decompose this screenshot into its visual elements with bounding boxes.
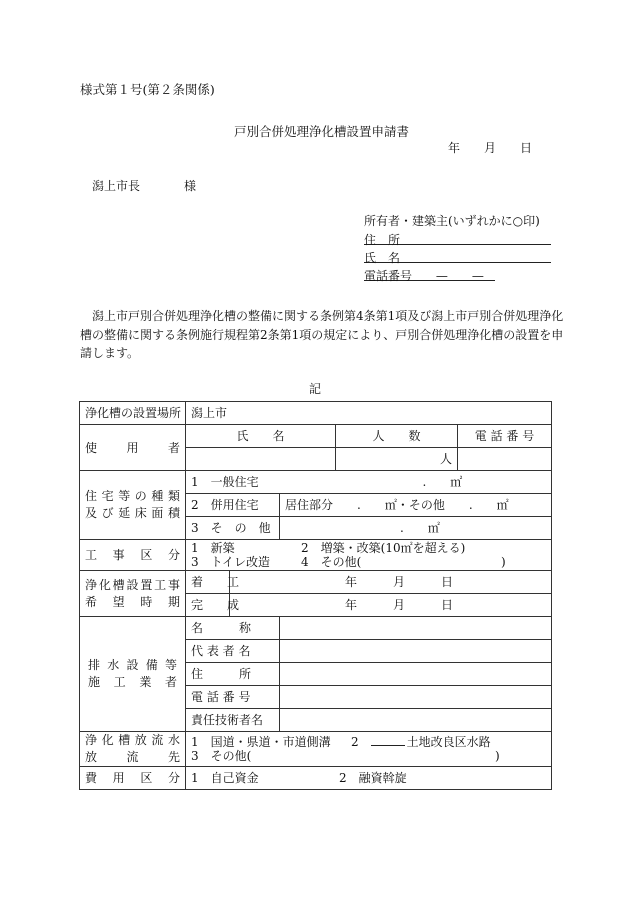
phone-dashes: — — [435,269,484,283]
contractor-address-label: 住 所 [186,663,280,686]
work-option-toilet[interactable]: 3 トイレ改造 [191,555,271,569]
contractor-rep-label: 代 表 者 名 [186,640,280,663]
user-people-unit: 人 [439,452,452,466]
user-people-input[interactable] [336,448,458,471]
user-phone-input[interactable] [458,448,552,471]
housing-label: 住 宅 等 の 種 類 及 び 延 床 面 積 [80,471,186,540]
user-label: 使 用 者 [80,425,186,471]
work-option-other-close: ) [501,555,506,569]
form-title: 戸別合併処理浄化槽設置申請書 [234,124,410,139]
body-line-3: 請します。 [80,346,140,360]
discharge-label: 浄 化 槽 放 流 水 放 流 先 [80,732,186,767]
cost-options[interactable] [186,767,552,790]
location-value[interactable]: 潟上市 [186,402,552,425]
cost-option-loan[interactable]: 2 融資斡旋 [339,771,407,785]
work-option-other[interactable]: 4 その他( [301,555,362,569]
contractor-address-input[interactable] [280,663,552,686]
contractor-phone-input[interactable] [280,686,552,709]
name-label: 氏 名 [364,251,401,265]
discharge-option-land[interactable]: 土地改良区水路 [406,735,491,749]
user-col-people: 人 数 [336,425,458,448]
cost-label: 費 用 区 分 [80,767,186,790]
housing-option-other-area[interactable]: . ㎡ [280,517,552,540]
form-number: 様式第１号(第２条関係) [80,82,215,97]
work-option-extension[interactable]: 2 増築・改築(10㎡を超える) [301,541,466,555]
schedule-finish-date[interactable]: 年 月 日 [230,594,552,617]
contractor-name-input[interactable] [280,617,552,640]
contractor-engineer-label: 責任技術者名 [186,709,280,732]
discharge-option-road[interactable]: 1 国道・県道・市道側溝 [191,735,331,749]
application-table [79,401,552,790]
ki-mark: 記 [309,382,322,396]
contractor-phone-label: 電 話 番 号 [186,686,280,709]
name-field[interactable] [364,249,551,263]
user-name-input[interactable] [186,448,336,471]
housing-option-general[interactable]: 1 一般住宅 . ㎡ [186,471,552,494]
housing-option-other[interactable]: 3 そ の 他 [186,517,280,540]
contractor-name-label: 名 称 [186,617,280,640]
schedule-label: 浄 化 槽 設 置 工 事 希 望 時 期 [80,571,186,617]
date-day-label: 日 [520,141,533,155]
address-label: 住 所 [364,233,401,247]
contractor-label: 排 水 設 備 等 施 工 業 者 [80,617,186,732]
schedule-finish-label: 完 成 [186,594,230,617]
body-line-2: 槽の整備に関する条例施行規程第2条第1項の規定により、戸別合併処理浄化槽の設置を申 [80,328,564,342]
user-col-phone: 電 話 番 号 [458,425,552,448]
applicant-heading: 所有者・建築主(いずれかに○印) [364,214,540,228]
location-label: 浄化槽の設置場所 [80,402,186,425]
contractor-engineer-input[interactable] [280,709,552,732]
schedule-start-label: 着 工 [186,571,230,594]
schedule-start-date[interactable]: 年 月 日 [230,571,552,594]
work-label: 工 事 区 分 [80,540,186,571]
address-field[interactable] [364,231,551,245]
user-col-name: 氏 名 [186,425,336,448]
work-option-new[interactable]: 1 新築 [191,541,235,555]
discharge-options[interactable] [186,732,552,767]
phone-field[interactable] [364,267,495,281]
addressee: 潟上市長 [92,179,141,193]
phone-label: 電話番号 [364,269,413,283]
housing-option-combined[interactable]: 2 併用住宅 [186,494,280,517]
housing-option-general-area: . ㎡ [422,475,463,489]
discharge-option-other[interactable]: 3 その他( [191,749,252,763]
date-year-label: 年 [448,141,461,155]
discharge-option-land-num: 2 [351,735,359,749]
contractor-rep-input[interactable] [280,640,552,663]
date-month-label: 月 [484,141,497,155]
discharge-option-other-close: ) [495,749,500,763]
body-line-1: 潟上市戸別合併処理浄化槽の整備に関する条例第4条第1項及び潟上市戸別合併処理浄化 [92,309,564,323]
housing-option-combined-detail[interactable]: 居住部分 . ㎡・その他 . ㎡ [280,494,552,517]
work-options[interactable] [186,540,552,571]
honorific: 様 [184,179,197,193]
cost-option-self[interactable]: 1 自己資金 [191,771,259,785]
